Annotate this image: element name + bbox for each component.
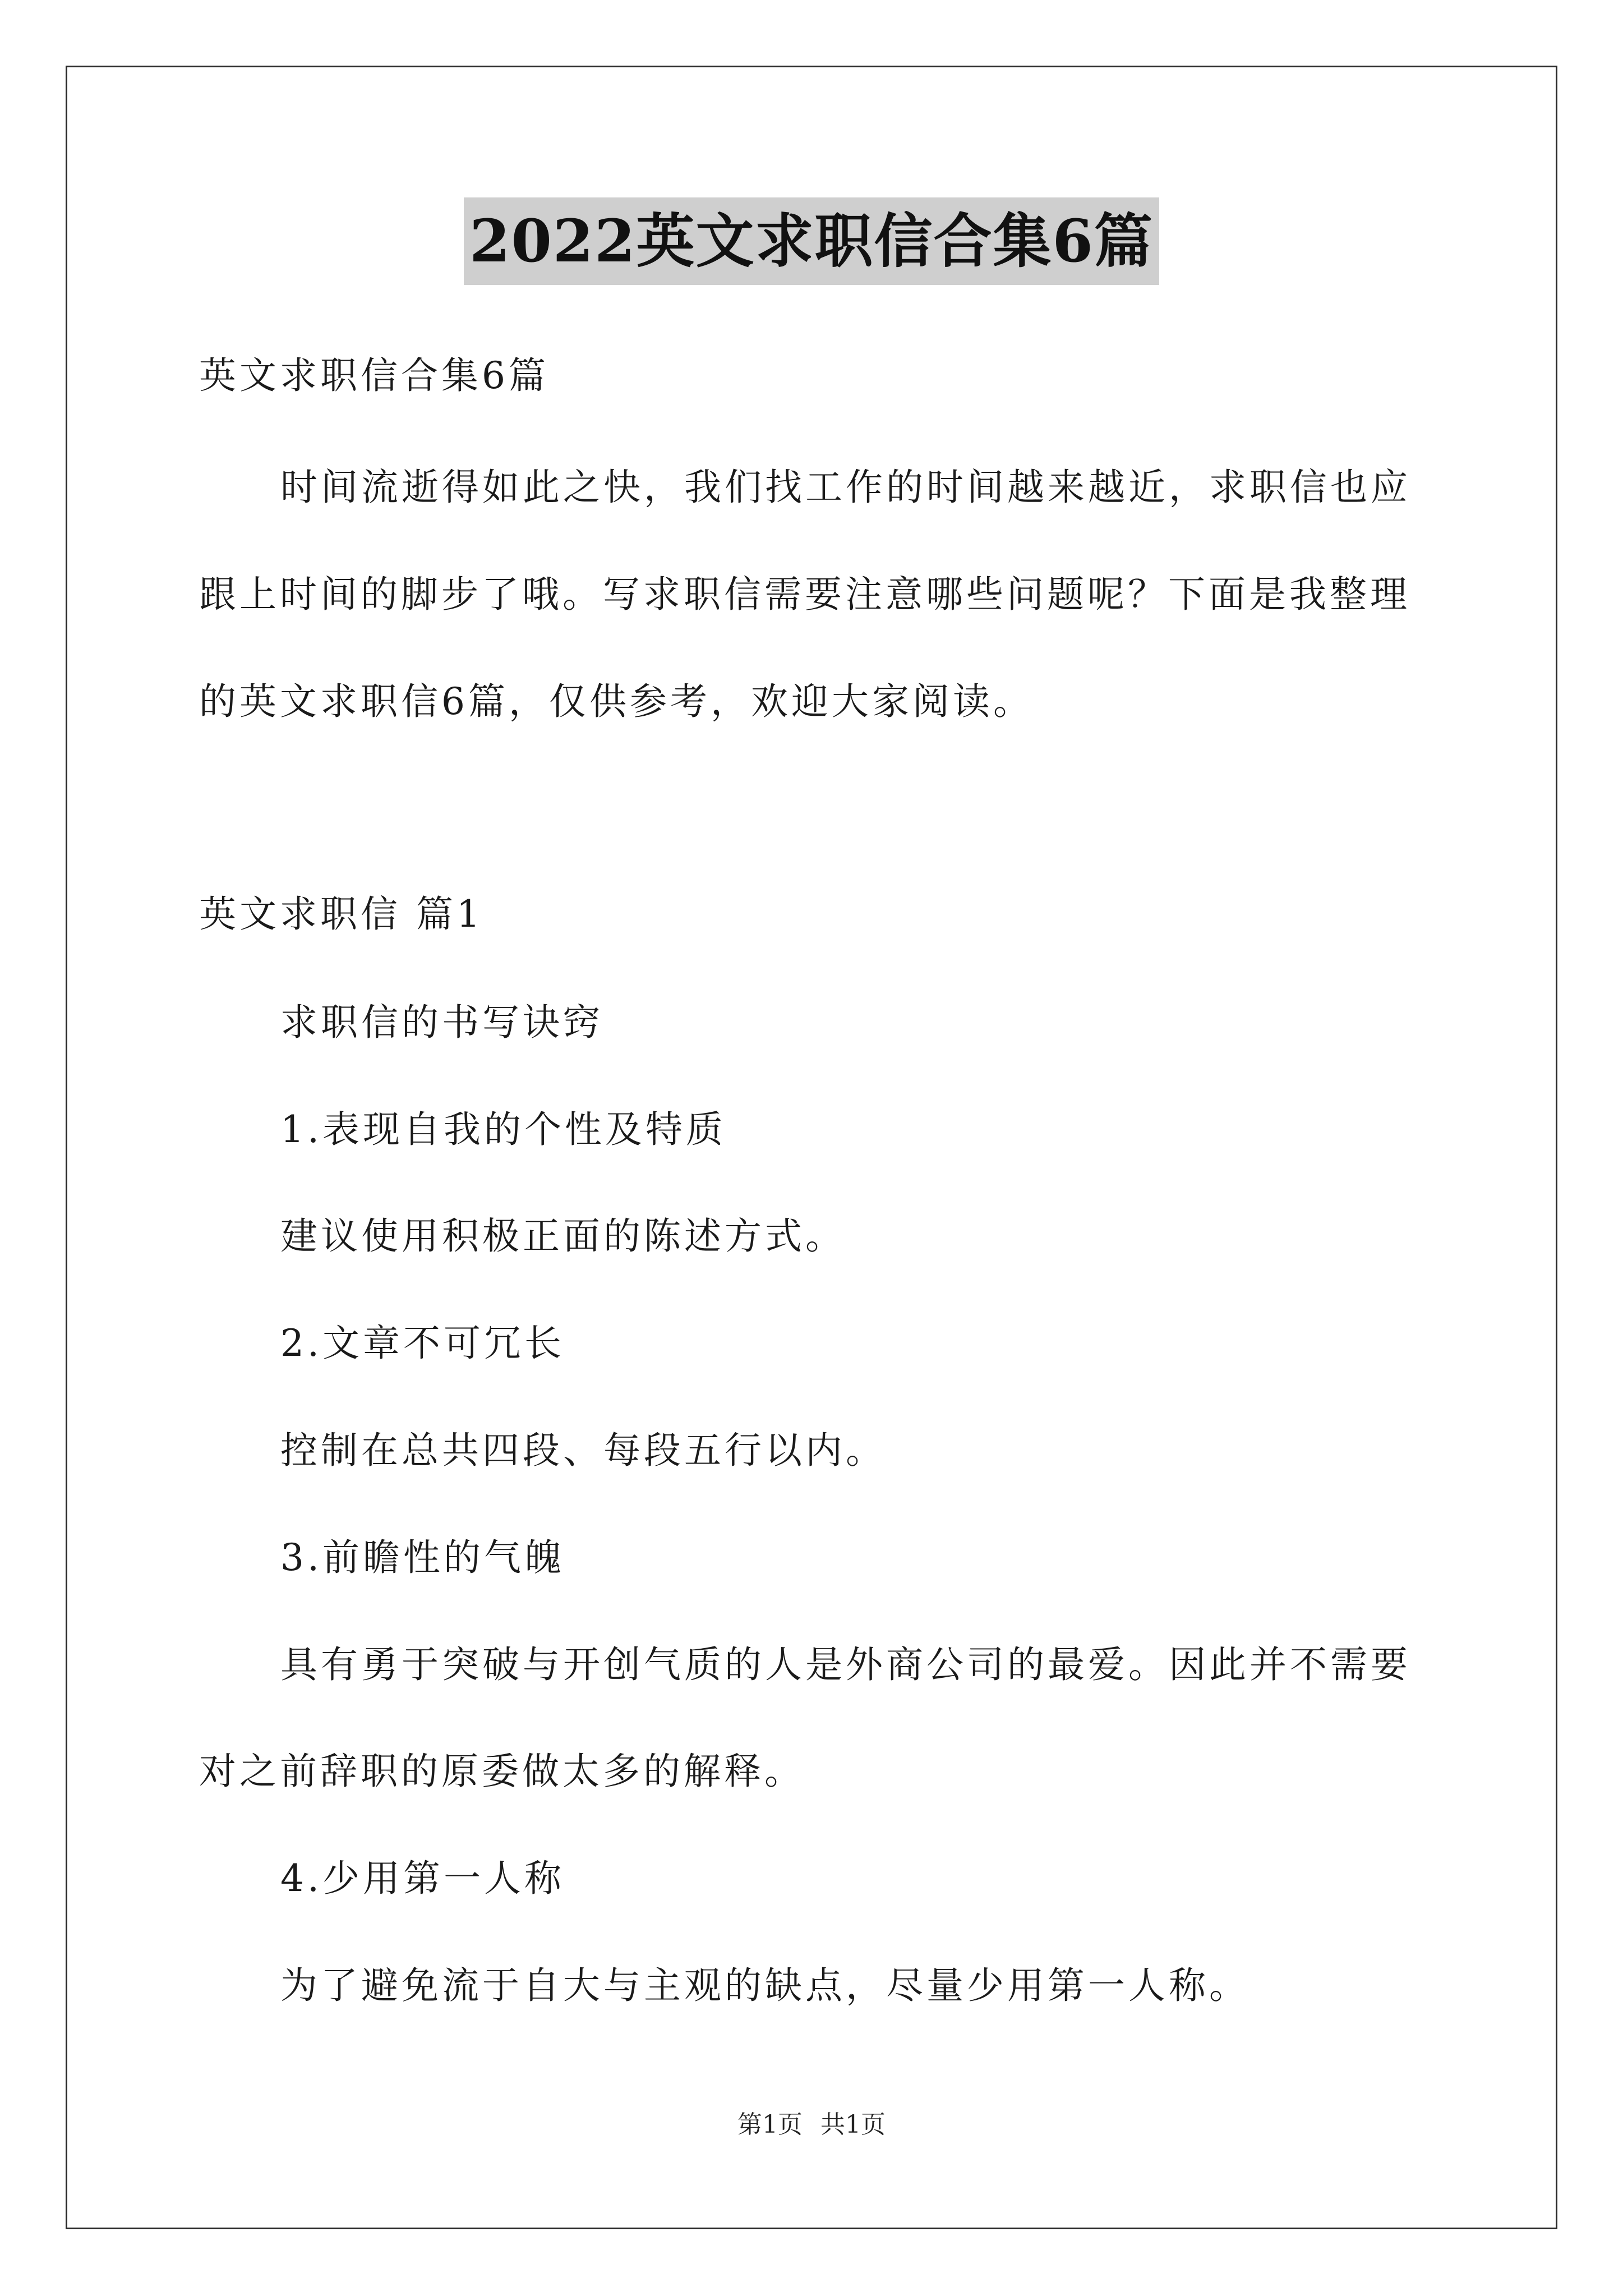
tip-body-1: 建议使用积极正面的陈述方式。: [280, 1214, 846, 1258]
intro-line-3: 的英文求职信6篇，仅供参考，欢迎大家阅读。: [199, 680, 1034, 723]
section-intro: 求职信的书写诀窍: [280, 1001, 603, 1044]
document-subtitle: 英文求职信合集6篇: [199, 354, 549, 397]
tip-body-2: 控制在总共四段、每段五行以内。: [280, 1429, 886, 1472]
tip-heading-2: 2.文章不可冗长: [280, 1322, 565, 1365]
document-title: 2022英文求职信合集6篇: [464, 197, 1159, 285]
title-container: [0, 197, 1623, 285]
tip-body-3a: 具有勇于突破与开创气质的人是外商公司的最爱。因此并不需要: [280, 1643, 1411, 1686]
intro-line-1: 时间流逝得如此之快，我们找工作的时间越来越近，求职信也应: [280, 466, 1411, 509]
tip-heading-3: 3.前瞻性的气魄: [280, 1536, 565, 1579]
page-footer: 第1页 共1页: [737, 2110, 886, 2139]
tip-body-3b: 对之前辞职的原委做太多的解释。: [199, 1750, 805, 1793]
tip-heading-1: 1.表现自我的个性及特质: [280, 1108, 726, 1151]
intro-line-2: 跟上时间的脚步了哦。写求职信需要注意哪些问题呢？下面是我整理: [199, 573, 1410, 616]
tip-heading-4: 4.少用第一人称: [280, 1857, 565, 1900]
tip-body-4: 为了避免流于自大与主观的缺点，尽量少用第一人称。: [280, 1964, 1249, 2007]
section-heading: 英文求职信 篇1: [199, 892, 483, 936]
